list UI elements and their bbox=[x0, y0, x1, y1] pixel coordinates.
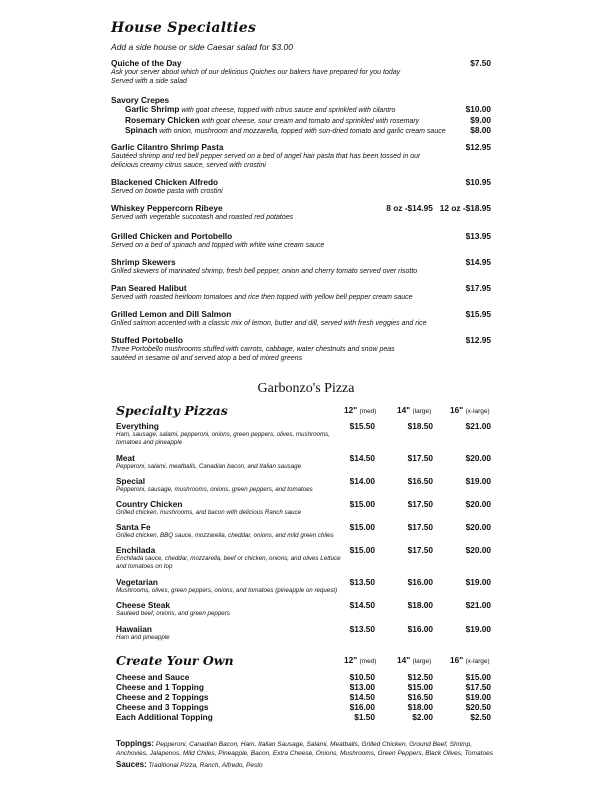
build-option-name: Cheese and Sauce bbox=[116, 672, 190, 682]
build-option-name: Cheese and 2 Toppings bbox=[116, 692, 209, 702]
item-price: $17.95 bbox=[465, 283, 491, 293]
pizza-price-xlarge: $19.00 bbox=[465, 577, 491, 587]
pizza-name: Vegetarian bbox=[116, 577, 158, 587]
size-xlarge-header bbox=[450, 405, 490, 415]
crepe-row bbox=[125, 125, 446, 135]
item-desc: Grilled salmon accented with a classic mix of lemon, butter and dill, served with fresh veggies and rice bbox=[111, 320, 427, 327]
build-price-xlarge: $17.50 bbox=[465, 682, 491, 692]
item-desc: delicious creamy citrus sauce, served with crostini bbox=[111, 162, 266, 169]
build-price-large: $18.00 bbox=[407, 702, 433, 712]
pizza-desc: Grilled chicken, BBQ sauce, mozzarella, cheddar, onions, and mild green chiles bbox=[116, 532, 334, 539]
size-large-header bbox=[397, 655, 431, 665]
pizza-desc: Mushrooms, olives, green peppers, onions, and tomatoes (pineapple on request) bbox=[116, 587, 338, 594]
item-price: $14.95 bbox=[465, 257, 491, 267]
pizza-price-large: $16.00 bbox=[407, 624, 433, 634]
build-price-large: $16.50 bbox=[407, 692, 433, 702]
build-price-large: $12.50 bbox=[407, 672, 433, 682]
item-name: Savory Crepes bbox=[111, 95, 170, 105]
crepe-price: $9.00 bbox=[470, 115, 491, 125]
pizza-price-xlarge: $20.00 bbox=[465, 522, 491, 532]
item-desc: Served with a side salad bbox=[111, 78, 187, 85]
build-price-med: $13.00 bbox=[349, 682, 375, 692]
size-value: 16" bbox=[450, 655, 464, 665]
pizza-price-large: $17.50 bbox=[407, 453, 433, 463]
pizza-price-large: $16.50 bbox=[407, 476, 433, 486]
pizza-price-med: $14.00 bbox=[349, 476, 375, 486]
pizza-price-med: $15.00 bbox=[349, 522, 375, 532]
item-price: $12.95 bbox=[465, 142, 491, 152]
item-price: 8 oz -$14.95 12 oz -$18.95 bbox=[386, 203, 491, 213]
item-desc: Grilled skewers of marinated shrimp, fresh bell pepper, onion and cherry tomato served over risotto bbox=[111, 268, 418, 275]
sauces-text: Traditional Pizza, Ranch, Alfredo, Pesto bbox=[148, 762, 263, 769]
size-value: 14" bbox=[397, 655, 411, 665]
menu-item bbox=[111, 177, 496, 196]
pizza-desc: Pepperoni, sausage, mushrooms, onions, green peppers, and tomatoes bbox=[116, 486, 313, 493]
build-option-name: Cheese and 3 Toppings bbox=[116, 702, 209, 712]
crepe-name: Spinach bbox=[125, 125, 158, 135]
pizza-name: Meat bbox=[116, 453, 135, 463]
item-desc: Sautéed shrimp and red bell pepper served on a bed of angel hair pasta that has been tossed in our bbox=[111, 153, 421, 160]
pizza-price-med: $15.50 bbox=[349, 421, 375, 431]
menu-item bbox=[111, 257, 496, 276]
pizza-price-large: $16.00 bbox=[407, 577, 433, 587]
size-med-header bbox=[344, 405, 376, 415]
size-xlarge-header bbox=[450, 655, 490, 665]
item-name: Grilled Lemon and Dill Salmon bbox=[111, 309, 232, 319]
pizza-name: Hawaiian bbox=[116, 624, 152, 634]
build-option-name: Each Additional Topping bbox=[116, 712, 213, 722]
build-price-xlarge: $19.00 bbox=[465, 692, 491, 702]
item-desc: Served on bowtie pasta with crostini bbox=[111, 188, 223, 195]
build-option-name: Cheese and 1 Topping bbox=[116, 682, 204, 692]
pizza-price-med: $13.50 bbox=[349, 624, 375, 634]
pizza-price-xlarge: $20.00 bbox=[465, 499, 491, 509]
item-name: Quiche of the Day bbox=[111, 58, 182, 68]
crepe-desc: with goat cheese, topped with citrus sauce and sprinkled with cilantro bbox=[181, 107, 396, 114]
item-name: Stuffed Portobello bbox=[111, 335, 183, 345]
item-desc: Served on a bed of spinach and topped with white wine cream sauce bbox=[111, 242, 325, 249]
pizza-price-large: $17.50 bbox=[407, 545, 433, 555]
menu-item bbox=[111, 231, 496, 250]
pizza-name: Enchilada bbox=[116, 545, 156, 555]
pizza-price-large: $18.50 bbox=[407, 421, 433, 431]
specialty-pizzas-title: Specialty Pizzas bbox=[116, 403, 228, 418]
menu-item bbox=[111, 58, 496, 86]
pizza-name: Santa Fe bbox=[116, 522, 151, 532]
pizza-price-xlarge: $21.00 bbox=[465, 600, 491, 610]
item-name: Pan Seared Halibut bbox=[111, 283, 187, 293]
size-med-header bbox=[344, 655, 376, 665]
pizza-price-med: $15.00 bbox=[349, 499, 375, 509]
pizza-price-med: $13.50 bbox=[349, 577, 375, 587]
size-label: (large) bbox=[412, 408, 432, 415]
item-price: $7.50 bbox=[470, 58, 491, 68]
item-name: Blackened Chicken Alfredo bbox=[111, 177, 219, 187]
item-desc: sautéed in sesame oil and served atop a bed of mixed greens bbox=[111, 355, 303, 362]
menu-item bbox=[111, 309, 496, 328]
pizza-price-large: $17.50 bbox=[407, 522, 433, 532]
pizza-desc: Ham and pineapple bbox=[116, 634, 170, 641]
pizza-price-xlarge: $20.00 bbox=[465, 453, 491, 463]
sauces-list bbox=[116, 760, 501, 770]
build-price-large: $15.00 bbox=[407, 682, 433, 692]
build-price-med: $1.50 bbox=[354, 712, 375, 722]
pizza-price-large: $17.50 bbox=[407, 499, 433, 509]
crepe-row bbox=[125, 115, 419, 125]
item-price: $10.95 bbox=[465, 177, 491, 187]
item-price: $12.95 bbox=[465, 335, 491, 345]
house-specialties-subtitle: Add a side house or side Caesar salad for $3.00 bbox=[111, 42, 293, 52]
item-name: Whiskey Peppercorn Ribeye bbox=[111, 203, 223, 213]
toppings-list bbox=[116, 739, 501, 758]
toppings-label: Toppings: bbox=[116, 739, 155, 748]
pizza-desc: Pepperoni, salami, meatballs, Canadian bacon, and Italian sausage bbox=[116, 463, 302, 470]
toppings-text: Pepperoni, Canadian Bacon, Ham, Italian Sausage, Salami, Meatballs, Grilled Chicken, Ground Beef, Shrimp, Anchovies, Jalapenos, Mild Chiles, Pineapple, Bacon, Extra Cheese, Onions, Mushrooms, Green Peppers, Black Olives, Tomatoes bbox=[116, 741, 493, 757]
build-price-xlarge: $2.50 bbox=[470, 712, 491, 722]
pizza-desc: Ham, sausage, salami, pepperoni, onions, green peppers, olives, mushrooms, tomatoes and pineapple bbox=[116, 431, 330, 446]
pizza-name: Cheese Steak bbox=[116, 600, 170, 610]
pizza-name: Special bbox=[116, 476, 146, 486]
menu-item bbox=[111, 283, 496, 302]
item-price: $15.95 bbox=[465, 309, 491, 319]
size-label: (large) bbox=[412, 658, 432, 665]
crepe-name: Garlic Shrimp bbox=[125, 104, 180, 114]
pizza-price-xlarge: $21.00 bbox=[465, 421, 491, 431]
crepe-price: $10.00 bbox=[465, 104, 491, 114]
size-value: 16" bbox=[450, 405, 464, 415]
size-label: (x-large) bbox=[465, 658, 490, 665]
build-price-large: $2.00 bbox=[412, 712, 433, 722]
item-desc: Served with vegetable succotash and roasted red potatoes bbox=[111, 214, 294, 221]
menu-item bbox=[111, 142, 496, 170]
pizza-desc: Enchilada sauce, cheddar, mozzarella, beef or chicken, onions, and olives Lettuce and tomatoes on top bbox=[116, 555, 341, 570]
crepe-name: Rosemary Chicken bbox=[125, 115, 200, 125]
item-name: Grilled Chicken and Portobello bbox=[111, 231, 233, 241]
pizza-price-med: $14.50 bbox=[349, 600, 375, 610]
crepe-desc: with onion, mushroom and mozzarella, topped with sun-dried tomato and garlic cream sauce bbox=[159, 128, 446, 135]
size-label: (med) bbox=[359, 408, 377, 415]
build-price-med: $10.50 bbox=[349, 672, 375, 682]
item-desc: Three Portobello mushrooms stuffed with carrots, cabbage, water chestnuts and snow peas bbox=[111, 346, 395, 353]
pizza-price-med: $15.00 bbox=[349, 545, 375, 555]
item-name: Garlic Cilantro Shrimp Pasta bbox=[111, 142, 224, 152]
item-price: $13.95 bbox=[465, 231, 491, 241]
pizza-price-med: $14.50 bbox=[349, 453, 375, 463]
size-label: (x-large) bbox=[465, 408, 490, 415]
size-label: (med) bbox=[359, 658, 377, 665]
build-price-med: $16.00 bbox=[349, 702, 375, 712]
build-price-xlarge: $15.00 bbox=[465, 672, 491, 682]
pizza-name: Country Chicken bbox=[116, 499, 183, 509]
sauces-label: Sauces: bbox=[116, 760, 147, 769]
create-your-own-title: Create Your Own bbox=[116, 653, 234, 668]
size-large-header bbox=[397, 405, 431, 415]
size-value: 12" bbox=[344, 405, 358, 415]
item-desc: Served with roasted heirloom tomatoes and rice then topped with yellow bell pepper cream sauce bbox=[111, 294, 413, 301]
item-desc: Ask your server about which of our delicious Quiches our bakers have prepared for you today bbox=[111, 69, 401, 76]
pizza-name: Everything bbox=[116, 421, 159, 431]
house-specialties-title: House Specialties bbox=[111, 20, 257, 36]
crepe-desc: with goat cheese, sour cream and tomato and sprinkled with rosemary bbox=[201, 118, 420, 125]
size-value: 14" bbox=[397, 405, 411, 415]
pizza-desc: Sauteed beef, onions, and green peppers bbox=[116, 610, 230, 617]
size-value: 12" bbox=[344, 655, 358, 665]
item-name: Shrimp Skewers bbox=[111, 257, 176, 267]
pizza-price-large: $18.00 bbox=[407, 600, 433, 610]
build-price-xlarge: $20.50 bbox=[465, 702, 491, 712]
pizza-heading: Garbonzo's Pizza bbox=[257, 381, 355, 396]
pizza-price-xlarge: $20.00 bbox=[465, 545, 491, 555]
pizza-price-xlarge: $19.00 bbox=[465, 624, 491, 634]
crepe-row bbox=[125, 104, 395, 114]
menu-item bbox=[111, 335, 496, 363]
pizza-price-xlarge: $19.00 bbox=[465, 476, 491, 486]
crepe-price: $8.00 bbox=[470, 125, 491, 135]
pizza-desc: Grilled chicken, mushrooms, and bacon with delicious Ranch sauce bbox=[116, 509, 302, 516]
build-price-med: $14.50 bbox=[349, 692, 375, 702]
